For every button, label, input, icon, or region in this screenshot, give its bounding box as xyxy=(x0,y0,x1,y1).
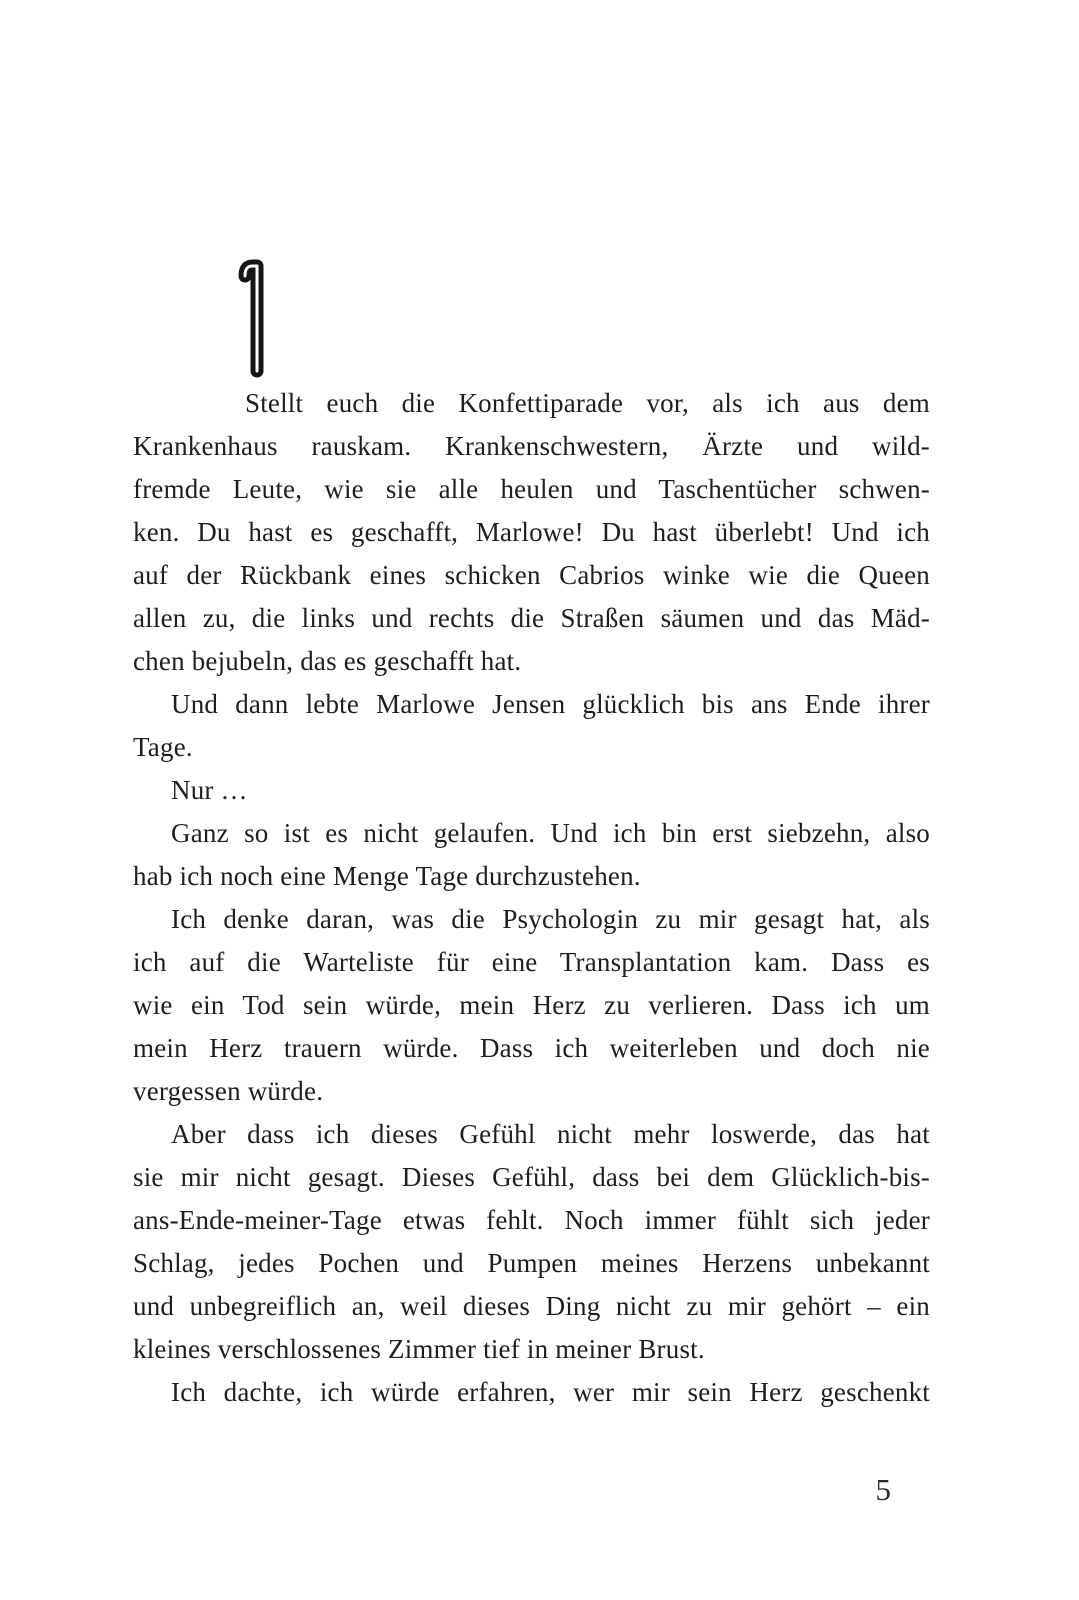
text-line: auf der Rückbank eines schicken Cabrios winke wie die Queen xyxy=(133,560,930,590)
text-line: mein Herz trauern würde. Dass ich weiterleben und doch nie xyxy=(133,1033,930,1063)
text-line: vergessen würde. xyxy=(133,1076,324,1106)
text-line: allen zu, die links und rechts die Straßen säumen und das Mäd- xyxy=(133,603,930,633)
text-line: und unbegreiflich an, weil dieses Ding nicht zu mir gehört – ein xyxy=(133,1291,930,1321)
page-number: 5 xyxy=(875,1472,891,1507)
text-line: Ich denke daran, was die Psychologin zu mir gesagt hat, als xyxy=(171,904,930,934)
text-line: Ganz so ist es nicht gelaufen. Und ich bin erst siebzehn, also xyxy=(171,818,930,848)
text-line: Schlag, jedes Pochen und Pumpen meines Herzens unbekannt xyxy=(133,1248,930,1278)
text-line: Stellt euch die Konfettiparade vor, als ich aus dem xyxy=(245,388,930,418)
text-line: hab ich noch eine Menge Tage durchzustehen. xyxy=(133,861,641,891)
text-line: sie mir nicht gesagt. Dieses Gefühl, dass bei dem Glücklich-bis- xyxy=(133,1162,930,1192)
text-line: Ich dachte, ich würde erfahren, wer mir sein Herz geschenkt xyxy=(171,1377,930,1407)
text-line: chen bejubeln, das es geschafft hat. xyxy=(133,646,522,676)
text-line: Nur … xyxy=(171,775,248,805)
text-line: ken. Du hast es geschafft, Marlowe! Du hast überlebt! Und ich xyxy=(133,517,930,547)
text-line: ich auf die Warteliste für eine Transplantation kam. Dass es xyxy=(133,947,930,977)
text-line: Tage. xyxy=(133,732,193,762)
text-line: ans-Ende-meiner-Tage etwas fehlt. Noch immer fühlt sich jeder xyxy=(133,1205,930,1235)
text-line: Krankenhaus rauskam. Krankenschwestern, Ärzte und wild- xyxy=(133,431,930,461)
text-line: Und dann lebte Marlowe Jensen glücklich bis ans Ende ihrer xyxy=(171,689,930,719)
text-line: kleines verschlossenes Zimmer tief in meiner Brust. xyxy=(133,1334,705,1364)
text-line: Aber dass ich dieses Gefühl nicht mehr loswerde, das hat xyxy=(171,1119,930,1149)
text-line: wie ein Tod sein würde, mein Herz zu verlieren. Dass ich um xyxy=(133,990,930,1020)
chapter-number-numeral-icon xyxy=(238,259,265,378)
text-line: fremde Leute, wie sie alle heulen und Taschentücher schwen- xyxy=(133,474,930,504)
chapter-body-text xyxy=(133,382,930,1414)
chapter-number xyxy=(238,259,265,378)
